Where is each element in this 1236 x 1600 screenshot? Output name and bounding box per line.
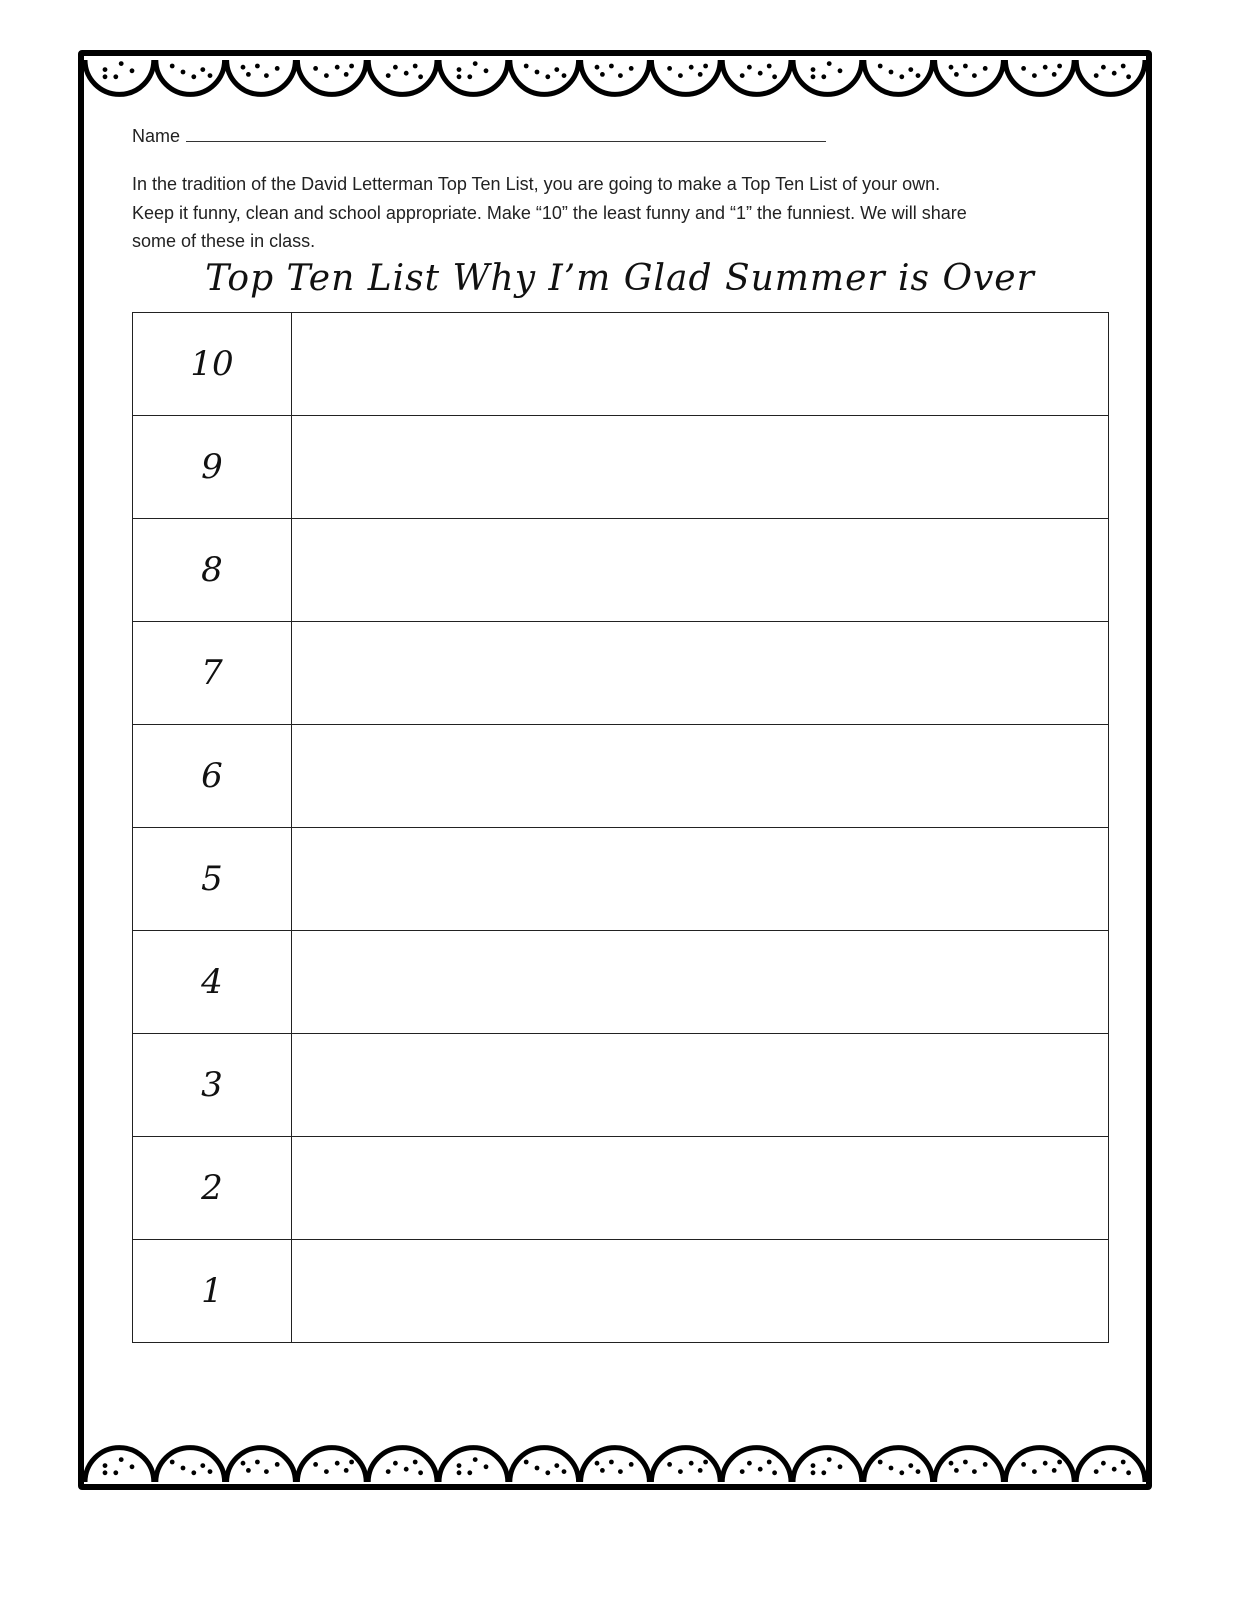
- table-row: [133, 416, 1109, 519]
- rank-number: 5: [133, 828, 292, 931]
- scallop-dot: [275, 1462, 280, 1467]
- scallop-shape: [864, 60, 933, 94]
- scallop-arc: [227, 60, 296, 94]
- scallop-dot: [484, 68, 489, 73]
- scallop-shape: [793, 1448, 862, 1482]
- scallop-arc: [297, 60, 366, 94]
- instructions: [132, 170, 1112, 256]
- scallop-shape: [297, 1448, 366, 1482]
- scallop-dot: [170, 64, 175, 69]
- scallop-arc: [864, 60, 933, 94]
- scallop-dot: [130, 68, 135, 73]
- scallop-dot: [119, 1457, 124, 1462]
- scallop-arc: [156, 60, 225, 94]
- scallop-arc: [935, 60, 1004, 94]
- top-ten-table: [132, 312, 1109, 1343]
- scallop-dot: [600, 72, 605, 77]
- scallop-arc: [722, 60, 791, 94]
- scallop-dot: [554, 1463, 559, 1468]
- scallop-arc: [581, 1448, 650, 1482]
- scallop-shape: [722, 60, 791, 94]
- scallop-dot: [335, 1461, 340, 1466]
- scallop-shape: [156, 60, 225, 94]
- entry-cell[interactable]: [292, 725, 1109, 828]
- scallop-dot: [208, 73, 213, 78]
- scallop-dot: [916, 1469, 921, 1474]
- scallop-dot: [678, 73, 683, 78]
- scallop-shape: [651, 60, 720, 94]
- instructions-line: In the tradition of the David Letterman Top Ten List, you are going to make a Top Ten List of your own.: [132, 174, 941, 194]
- scallop-dot: [246, 72, 251, 77]
- rank-number: 2: [133, 1137, 292, 1240]
- table-row: [133, 1240, 1109, 1343]
- scallop-dot: [689, 65, 694, 70]
- scallop-dot: [313, 1462, 318, 1467]
- entry-cell[interactable]: [292, 1137, 1109, 1240]
- table-row: [133, 828, 1109, 931]
- scallop-dot: [1057, 64, 1062, 69]
- scallop-dot: [838, 1464, 843, 1469]
- scallop-dot: [899, 1470, 904, 1475]
- scallop-arc: [581, 60, 650, 94]
- scallop-arc: [156, 1448, 225, 1482]
- table-row: [133, 313, 1109, 416]
- scallop-shape: [1005, 1448, 1074, 1482]
- scallop-dot: [200, 1463, 205, 1468]
- scallop-dot: [767, 1460, 772, 1465]
- scallop-arc: [1005, 1448, 1074, 1482]
- scallop-dot: [191, 1470, 196, 1475]
- scallop-dot: [246, 1468, 251, 1473]
- scallop-shape: [722, 1448, 791, 1482]
- table-row: [133, 622, 1109, 725]
- scallop-dot: [758, 1467, 763, 1472]
- scallop-dot: [963, 64, 968, 69]
- scallop-shape: [439, 60, 508, 94]
- scallop-dot: [418, 74, 423, 79]
- scallop-shape: [227, 1448, 296, 1482]
- scallop-dot: [264, 73, 269, 78]
- scallop-dot: [899, 74, 904, 79]
- scallop-dot: [1057, 1460, 1062, 1465]
- scallop-dot: [524, 64, 529, 69]
- scallop-dot: [827, 1457, 832, 1462]
- scallop-dot: [600, 1468, 605, 1473]
- scallop-dot: [404, 71, 409, 76]
- scallop-dot: [949, 65, 954, 70]
- scallop-shape: [935, 60, 1004, 94]
- scallop-arc: [510, 60, 579, 94]
- scallop-dot: [473, 61, 478, 66]
- scallop-dot: [972, 1469, 977, 1474]
- table-row: [133, 519, 1109, 622]
- scallop-dot: [103, 67, 108, 72]
- name-blank-line: [186, 140, 826, 142]
- scallop-arc: [439, 1448, 508, 1482]
- scallop-dot: [811, 67, 816, 72]
- instructions-line: Keep it funny, clean and school appropriate. Make “10” the least funny and “1” the funniest. We will share: [132, 202, 967, 223]
- scallop-shape: [581, 60, 650, 94]
- scallop-arc: [651, 1448, 720, 1482]
- scallop-dot: [113, 74, 118, 79]
- entry-cell[interactable]: [292, 313, 1109, 416]
- scallop-border-bottom: [84, 1438, 1146, 1484]
- scallop-dot: [1094, 73, 1099, 78]
- scallop-dot: [878, 1460, 883, 1465]
- scallop-dot: [349, 1460, 354, 1465]
- scallop-dot: [467, 1470, 472, 1475]
- scallop-shape: [227, 60, 296, 94]
- scallop-dot: [1021, 1462, 1026, 1467]
- scallop-shape: [581, 1448, 650, 1482]
- entry-cell[interactable]: [292, 931, 1109, 1034]
- scallop-dot: [954, 1468, 959, 1473]
- entry-cell[interactable]: [292, 1240, 1109, 1343]
- scallop-dot: [916, 73, 921, 78]
- scallop-arc: [864, 1448, 933, 1482]
- scallop-dot: [983, 66, 988, 71]
- rank-number: 4: [133, 931, 292, 1034]
- scallop-shape: [510, 1448, 579, 1482]
- scallop-dot: [740, 1469, 745, 1474]
- scallop-dot: [1032, 1469, 1037, 1474]
- scallop-dot: [535, 70, 540, 75]
- scallop-shape: [156, 1448, 225, 1482]
- scallop-dot: [119, 61, 124, 66]
- scallop-dot: [963, 1460, 968, 1465]
- scallop-dot: [386, 1469, 391, 1474]
- scallop-dot: [983, 1462, 988, 1467]
- scallop-dot: [113, 1470, 118, 1475]
- scallop-shape: [793, 60, 862, 94]
- scallop-dot: [703, 1460, 708, 1465]
- scallop-shape: [85, 1448, 154, 1482]
- scallop-dot: [908, 1463, 913, 1468]
- scallop-arc: [85, 1448, 154, 1482]
- scallop-dot: [457, 74, 462, 79]
- scallop-dot: [1052, 1468, 1057, 1473]
- scallop-dot: [609, 1460, 614, 1465]
- scallop-arc: [510, 1448, 579, 1482]
- scallop-dot: [1101, 65, 1106, 70]
- scallop-dot: [1043, 1461, 1048, 1466]
- scallop-dot: [954, 72, 959, 77]
- scallop-arc: [368, 60, 437, 94]
- scallop-shape: [368, 60, 437, 94]
- scallop-dot: [667, 1462, 672, 1467]
- scallop-dot: [208, 1469, 213, 1474]
- rank-number: 7: [133, 622, 292, 725]
- name-label: Name: [132, 126, 181, 146]
- rank-number: 3: [133, 1034, 292, 1137]
- scallop-dot: [629, 66, 634, 71]
- scallop-dot: [767, 64, 772, 69]
- scallop-dot: [827, 61, 832, 66]
- entry-cell[interactable]: [292, 1034, 1109, 1137]
- rank-number: 1: [133, 1240, 292, 1343]
- scallop-shape: [864, 1448, 933, 1482]
- scallop-dot: [618, 73, 623, 78]
- scallop-dot: [1112, 1467, 1117, 1472]
- scallop-dot: [130, 1464, 135, 1469]
- scallop-dot: [747, 65, 752, 70]
- scallop-dot: [418, 1470, 423, 1475]
- scallop-dot: [344, 1468, 349, 1473]
- scallop-arc: [722, 1448, 791, 1482]
- scallop-dot: [1052, 72, 1057, 77]
- scallop-border-top: [84, 56, 1146, 102]
- entry-cell[interactable]: [292, 519, 1109, 622]
- scallop-shape: [1076, 60, 1145, 94]
- scallop-dot: [386, 73, 391, 78]
- scallop-dot: [554, 67, 559, 72]
- scallop-dot: [1043, 65, 1048, 70]
- scallop-dot: [1112, 71, 1117, 76]
- scallop-shape: [368, 1448, 437, 1482]
- scallop-arc: [297, 1448, 366, 1482]
- scallop-dot: [181, 70, 186, 75]
- scallop-dot: [972, 73, 977, 78]
- table-row: [133, 1137, 1109, 1240]
- worksheet-title: Top Ten List Why I’m Glad Summer is Over: [205, 258, 1035, 299]
- scallop-dot: [1121, 64, 1126, 69]
- scallop-dot: [821, 74, 826, 79]
- scallop-dot: [457, 67, 462, 72]
- scallop-dot: [747, 1461, 752, 1466]
- scallop-dot: [545, 1470, 550, 1475]
- scallop-arc: [368, 1448, 437, 1482]
- scallop-dot: [241, 1461, 246, 1466]
- rank-number: 6: [133, 725, 292, 828]
- scallop-dot: [1126, 1470, 1131, 1475]
- scallop-dot: [1094, 1469, 1099, 1474]
- table-row: [133, 725, 1109, 828]
- scallop-shape: [651, 1448, 720, 1482]
- scallop-dot: [324, 73, 329, 78]
- scallop-dot: [889, 70, 894, 75]
- scallop-dot: [324, 1469, 329, 1474]
- scallop-dot: [678, 1469, 683, 1474]
- scallop-dot: [562, 1469, 567, 1474]
- scallop-dot: [703, 64, 708, 69]
- scallop-dot: [1101, 1461, 1106, 1466]
- scallop-dot: [758, 71, 763, 76]
- scallop-dot: [618, 1469, 623, 1474]
- scallop-dot: [562, 73, 567, 78]
- scallop-dot: [170, 1460, 175, 1465]
- scallop-dot: [535, 1466, 540, 1471]
- scallop-dot: [200, 67, 205, 72]
- scallop-dot: [1021, 66, 1026, 71]
- scallop-dot: [103, 74, 108, 79]
- rank-number: 10: [133, 313, 292, 416]
- rank-number: 8: [133, 519, 292, 622]
- scallop-dot: [241, 65, 246, 70]
- scallop-dot: [667, 66, 672, 71]
- scallop-dot: [191, 74, 196, 79]
- scallop-dot: [889, 1466, 894, 1471]
- scallop-dot: [698, 1468, 703, 1473]
- entry-cell[interactable]: [292, 622, 1109, 725]
- scallop-dot: [1126, 74, 1131, 79]
- scallop-arc: [651, 60, 720, 94]
- scallop-dot: [393, 65, 398, 70]
- scallop-dot: [838, 68, 843, 73]
- table-row: [133, 1034, 1109, 1137]
- scallop-dot: [255, 64, 260, 69]
- scallop-dot: [344, 72, 349, 77]
- scallop-arc: [935, 1448, 1004, 1482]
- scallop-dot: [740, 73, 745, 78]
- rank-number: 9: [133, 416, 292, 519]
- scallop-arc: [227, 1448, 296, 1482]
- scallop-dot: [313, 66, 318, 71]
- scallop-arc: [1005, 60, 1074, 94]
- scallop-dot: [545, 74, 550, 79]
- entry-cell[interactable]: [292, 828, 1109, 931]
- scallop-dot: [698, 72, 703, 77]
- scallop-dot: [404, 1467, 409, 1472]
- scallop-dot: [811, 1470, 816, 1475]
- table-row: [133, 931, 1109, 1034]
- scallop-dot: [595, 1461, 600, 1466]
- scallop-dot: [484, 1464, 489, 1469]
- scallop-shape: [85, 60, 154, 94]
- scallop-dot: [264, 1469, 269, 1474]
- scallop-arc: [1076, 1448, 1145, 1482]
- scallop-shape: [1076, 1448, 1145, 1482]
- scallop-shape: [510, 60, 579, 94]
- scallop-dot: [103, 1470, 108, 1475]
- scallop-dot: [821, 1470, 826, 1475]
- scallop-dot: [772, 1470, 777, 1475]
- scallop-dot: [335, 65, 340, 70]
- scallop-dot: [1121, 1460, 1126, 1465]
- scallop-dot: [524, 1460, 529, 1465]
- entry-cell[interactable]: [292, 416, 1109, 519]
- scallop-dot: [467, 74, 472, 79]
- scallop-shape: [1005, 60, 1074, 94]
- scallop-dot: [413, 1460, 418, 1465]
- scallop-dot: [103, 1463, 108, 1468]
- name-field[interactable]: [132, 126, 826, 147]
- scallop-dot: [811, 74, 816, 79]
- scallop-dot: [772, 74, 777, 79]
- scallop-dot: [349, 64, 354, 69]
- scallop-dot: [1032, 73, 1037, 78]
- scallop-dot: [393, 1461, 398, 1466]
- scallop-dot: [629, 1462, 634, 1467]
- scallop-arc: [1076, 60, 1145, 94]
- scallop-shape: [439, 1448, 508, 1482]
- scallop-dot: [689, 1461, 694, 1466]
- scallop-dot: [255, 1460, 260, 1465]
- scallop-shape: [935, 1448, 1004, 1482]
- scallop-dot: [811, 1463, 816, 1468]
- scallop-arc: [793, 1448, 862, 1482]
- scallop-dot: [595, 65, 600, 70]
- scallop-dot: [457, 1470, 462, 1475]
- scallop-dot: [908, 67, 913, 72]
- scallop-dot: [181, 1466, 186, 1471]
- scallop-shape: [297, 60, 366, 94]
- scallop-dot: [949, 1461, 954, 1466]
- scallop-dot: [878, 64, 883, 69]
- scallop-dot: [413, 64, 418, 69]
- scallop-dot: [275, 66, 280, 71]
- instructions-line: some of these in class.: [132, 231, 316, 251]
- scallop-dot: [609, 64, 614, 69]
- scallop-dot: [457, 1463, 462, 1468]
- scallop-dot: [473, 1457, 478, 1462]
